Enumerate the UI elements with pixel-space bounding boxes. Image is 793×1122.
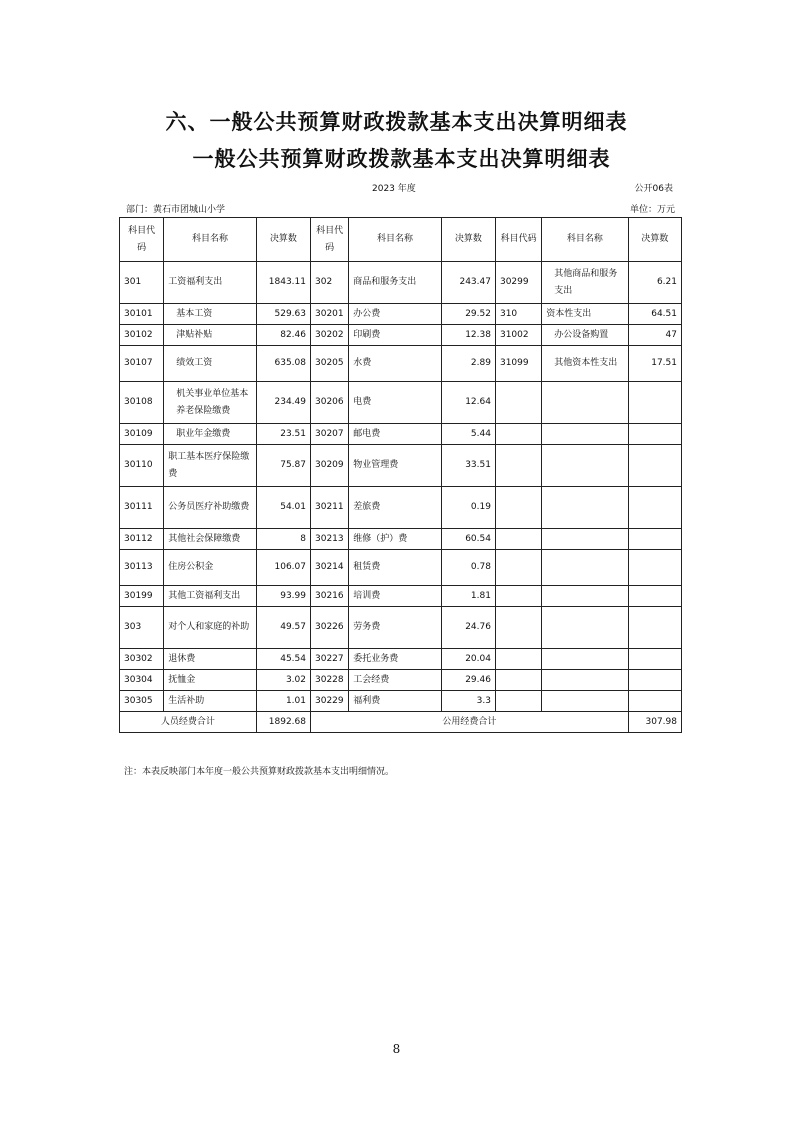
col1-amount: 106.07	[256, 550, 310, 586]
col1-code: 30305	[120, 691, 164, 712]
col3-amount	[628, 550, 681, 586]
col1-name: 职业年金缴费	[164, 424, 256, 445]
table-row	[120, 445, 682, 487]
col1-name: 住房公积金	[164, 550, 256, 586]
col1-amount: 635.08	[256, 346, 310, 382]
col2-name: 水费	[349, 346, 441, 382]
col2-amount: 60.54	[441, 529, 495, 550]
col2-amount: 29.52	[441, 304, 495, 325]
report-year: 2023 年度	[372, 184, 416, 194]
col3-amount: 64.51	[628, 304, 681, 325]
col2-name: 维修（护）费	[349, 529, 441, 550]
col1-amount: 234.49	[256, 382, 310, 424]
col1-amount: 8	[256, 529, 310, 550]
col1-amount: 1843.11	[256, 262, 310, 304]
col1-code: 30302	[120, 649, 164, 670]
col3-code	[495, 550, 541, 586]
col1-code: 30108	[120, 382, 164, 424]
col3-code	[495, 691, 541, 712]
col2-name: 物业管理费	[349, 445, 441, 487]
header-name-2: 科目名称	[349, 218, 441, 262]
col1-name: 公务员医疗补助缴费	[164, 487, 256, 529]
col3-name	[542, 424, 628, 445]
header-amount-2: 决算数	[441, 218, 495, 262]
col3-code	[495, 649, 541, 670]
col1-name: 生活补助	[164, 691, 256, 712]
header-code-3: 科目代码	[495, 218, 541, 262]
col2-code: 30207	[311, 424, 349, 445]
col1-code: 30304	[120, 670, 164, 691]
col3-code: 30299	[495, 262, 541, 304]
form-number: 公开06表	[634, 184, 673, 194]
col3-name: 其他资本性支出	[542, 346, 628, 382]
table-row	[120, 325, 682, 346]
col3-amount	[628, 382, 681, 424]
col2-code: 30229	[311, 691, 349, 712]
col1-code: 30109	[120, 424, 164, 445]
col2-code: 30209	[311, 445, 349, 487]
table-row	[120, 424, 682, 445]
col2-amount: 20.04	[441, 649, 495, 670]
table-row	[120, 529, 682, 550]
col1-name: 抚恤金	[164, 670, 256, 691]
table-row	[120, 487, 682, 529]
col1-name: 津贴补贴	[164, 325, 256, 346]
col3-name	[542, 607, 628, 649]
col3-name	[542, 670, 628, 691]
col3-code	[495, 670, 541, 691]
col1-name: 绩效工资	[164, 346, 256, 382]
col3-amount: 6.21	[628, 262, 681, 304]
col1-amount: 1.01	[256, 691, 310, 712]
col1-code: 30199	[120, 586, 164, 607]
header-code-2: 科目代码	[311, 218, 349, 262]
col3-name	[542, 529, 628, 550]
col3-amount	[628, 445, 681, 487]
public-total-label: 公用经费合计	[311, 712, 629, 733]
col1-amount: 93.99	[256, 586, 310, 607]
col1-amount: 3.02	[256, 670, 310, 691]
personnel-total-amount: 1892.68	[256, 712, 310, 733]
table-row	[120, 607, 682, 649]
table-row	[120, 670, 682, 691]
col3-code	[495, 529, 541, 550]
header-amount-1: 决算数	[256, 218, 310, 262]
header-row	[120, 218, 682, 262]
col1-name: 机关事业单位基本养老保险缴费	[164, 382, 256, 424]
col2-name: 差旅费	[349, 487, 441, 529]
col3-amount: 17.51	[628, 346, 681, 382]
col2-amount: 33.51	[441, 445, 495, 487]
col3-name: 办公设备购置	[542, 325, 628, 346]
col3-name: 资本性支出	[542, 304, 628, 325]
col3-code: 31099	[495, 346, 541, 382]
col2-name: 福利费	[349, 691, 441, 712]
public-total-amount: 307.98	[628, 712, 681, 733]
col3-amount: 47	[628, 325, 681, 346]
col2-name: 劳务费	[349, 607, 441, 649]
col3-code	[495, 382, 541, 424]
col3-code	[495, 607, 541, 649]
col2-amount: 12.38	[441, 325, 495, 346]
table-row	[120, 691, 682, 712]
col2-name: 商品和服务支出	[349, 262, 441, 304]
col2-name: 邮电费	[349, 424, 441, 445]
table-row	[120, 550, 682, 586]
col3-name	[542, 487, 628, 529]
col2-name: 培训费	[349, 586, 441, 607]
col3-amount	[628, 670, 681, 691]
col2-name: 印刷费	[349, 325, 441, 346]
col1-name: 工资福利支出	[164, 262, 256, 304]
col2-code: 30206	[311, 382, 349, 424]
table-row	[120, 586, 682, 607]
col2-code: 30214	[311, 550, 349, 586]
col2-name: 办公费	[349, 304, 441, 325]
col1-name: 退休费	[164, 649, 256, 670]
col3-name	[542, 382, 628, 424]
personnel-total-label: 人员经费合计	[120, 712, 257, 733]
table-row	[120, 382, 682, 424]
col1-code: 30111	[120, 487, 164, 529]
col2-name: 工会经费	[349, 670, 441, 691]
col2-amount: 0.19	[441, 487, 495, 529]
col2-code: 30227	[311, 649, 349, 670]
col2-code: 302	[311, 262, 349, 304]
col1-amount: 529.63	[256, 304, 310, 325]
col1-code: 30101	[120, 304, 164, 325]
table-note: 注：本表反映部门本年度一般公共预算财政拨款基本支出明细情况。	[124, 767, 395, 777]
col2-code: 30211	[311, 487, 349, 529]
col3-name	[542, 550, 628, 586]
col3-amount	[628, 649, 681, 670]
table-title: 一般公共预算财政拨款基本支出决算明细表	[192, 146, 611, 171]
col2-amount: 5.44	[441, 424, 495, 445]
col3-code	[495, 445, 541, 487]
col3-amount	[628, 424, 681, 445]
table-row	[120, 304, 682, 325]
col3-name	[542, 691, 628, 712]
col3-code	[495, 424, 541, 445]
col2-amount: 2.89	[441, 346, 495, 382]
col1-amount: 54.01	[256, 487, 310, 529]
col3-name	[542, 445, 628, 487]
col2-amount: 243.47	[441, 262, 495, 304]
header-name-3: 科目名称	[542, 218, 628, 262]
col2-amount: 29.46	[441, 670, 495, 691]
col2-amount: 1.81	[441, 586, 495, 607]
col1-amount: 49.57	[256, 607, 310, 649]
col1-name: 基本工资	[164, 304, 256, 325]
col1-amount: 82.46	[256, 325, 310, 346]
table-row	[120, 346, 682, 382]
col1-amount: 75.87	[256, 445, 310, 487]
col2-amount: 24.76	[441, 607, 495, 649]
department-label: 部门：黄石市团城山小学	[126, 205, 226, 215]
col1-name: 对个人和家庭的补助	[164, 607, 256, 649]
col3-name: 其他商品和服务支出	[542, 262, 628, 304]
col3-amount	[628, 607, 681, 649]
col3-amount	[628, 691, 681, 712]
col2-code: 30205	[311, 346, 349, 382]
main-title: 六、一般公共预算财政拨款基本支出决算明细表	[165, 109, 628, 134]
col1-code: 303	[120, 607, 164, 649]
expenditure-table	[119, 217, 682, 733]
col2-name: 电费	[349, 382, 441, 424]
table-row	[120, 262, 682, 304]
table-row	[120, 649, 682, 670]
unit-label: 单位：万元	[629, 205, 675, 215]
col1-code: 30102	[120, 325, 164, 346]
col1-name: 其他工资福利支出	[164, 586, 256, 607]
col2-name: 委托业务费	[349, 649, 441, 670]
col1-code: 301	[120, 262, 164, 304]
col3-code	[495, 586, 541, 607]
totals-row	[120, 712, 682, 733]
header-name-1: 科目名称	[164, 218, 256, 262]
col1-code: 30113	[120, 550, 164, 586]
col3-name	[542, 586, 628, 607]
col2-code: 30201	[311, 304, 349, 325]
col2-code: 30202	[311, 325, 349, 346]
col3-code	[495, 487, 541, 529]
col3-amount	[628, 487, 681, 529]
col2-code: 30213	[311, 529, 349, 550]
col3-amount	[628, 586, 681, 607]
page-number: 8	[392, 1042, 401, 1056]
col3-amount	[628, 529, 681, 550]
col1-code: 30110	[120, 445, 164, 487]
header-code-1: 科目代码	[120, 218, 164, 262]
col1-amount: 45.54	[256, 649, 310, 670]
col1-code: 30112	[120, 529, 164, 550]
col1-amount: 23.51	[256, 424, 310, 445]
col2-amount: 12.64	[441, 382, 495, 424]
col2-amount: 0.78	[441, 550, 495, 586]
col3-code: 31002	[495, 325, 541, 346]
col2-amount: 3.3	[441, 691, 495, 712]
col3-name	[542, 649, 628, 670]
col1-name: 其他社会保障缴费	[164, 529, 256, 550]
col2-code: 30226	[311, 607, 349, 649]
header-amount-3: 决算数	[628, 218, 681, 262]
col2-code: 30216	[311, 586, 349, 607]
col1-code: 30107	[120, 346, 164, 382]
col3-code: 310	[495, 304, 541, 325]
col1-name: 职工基本医疗保险缴费	[164, 445, 256, 487]
col2-code: 30228	[311, 670, 349, 691]
col2-name: 租赁费	[349, 550, 441, 586]
